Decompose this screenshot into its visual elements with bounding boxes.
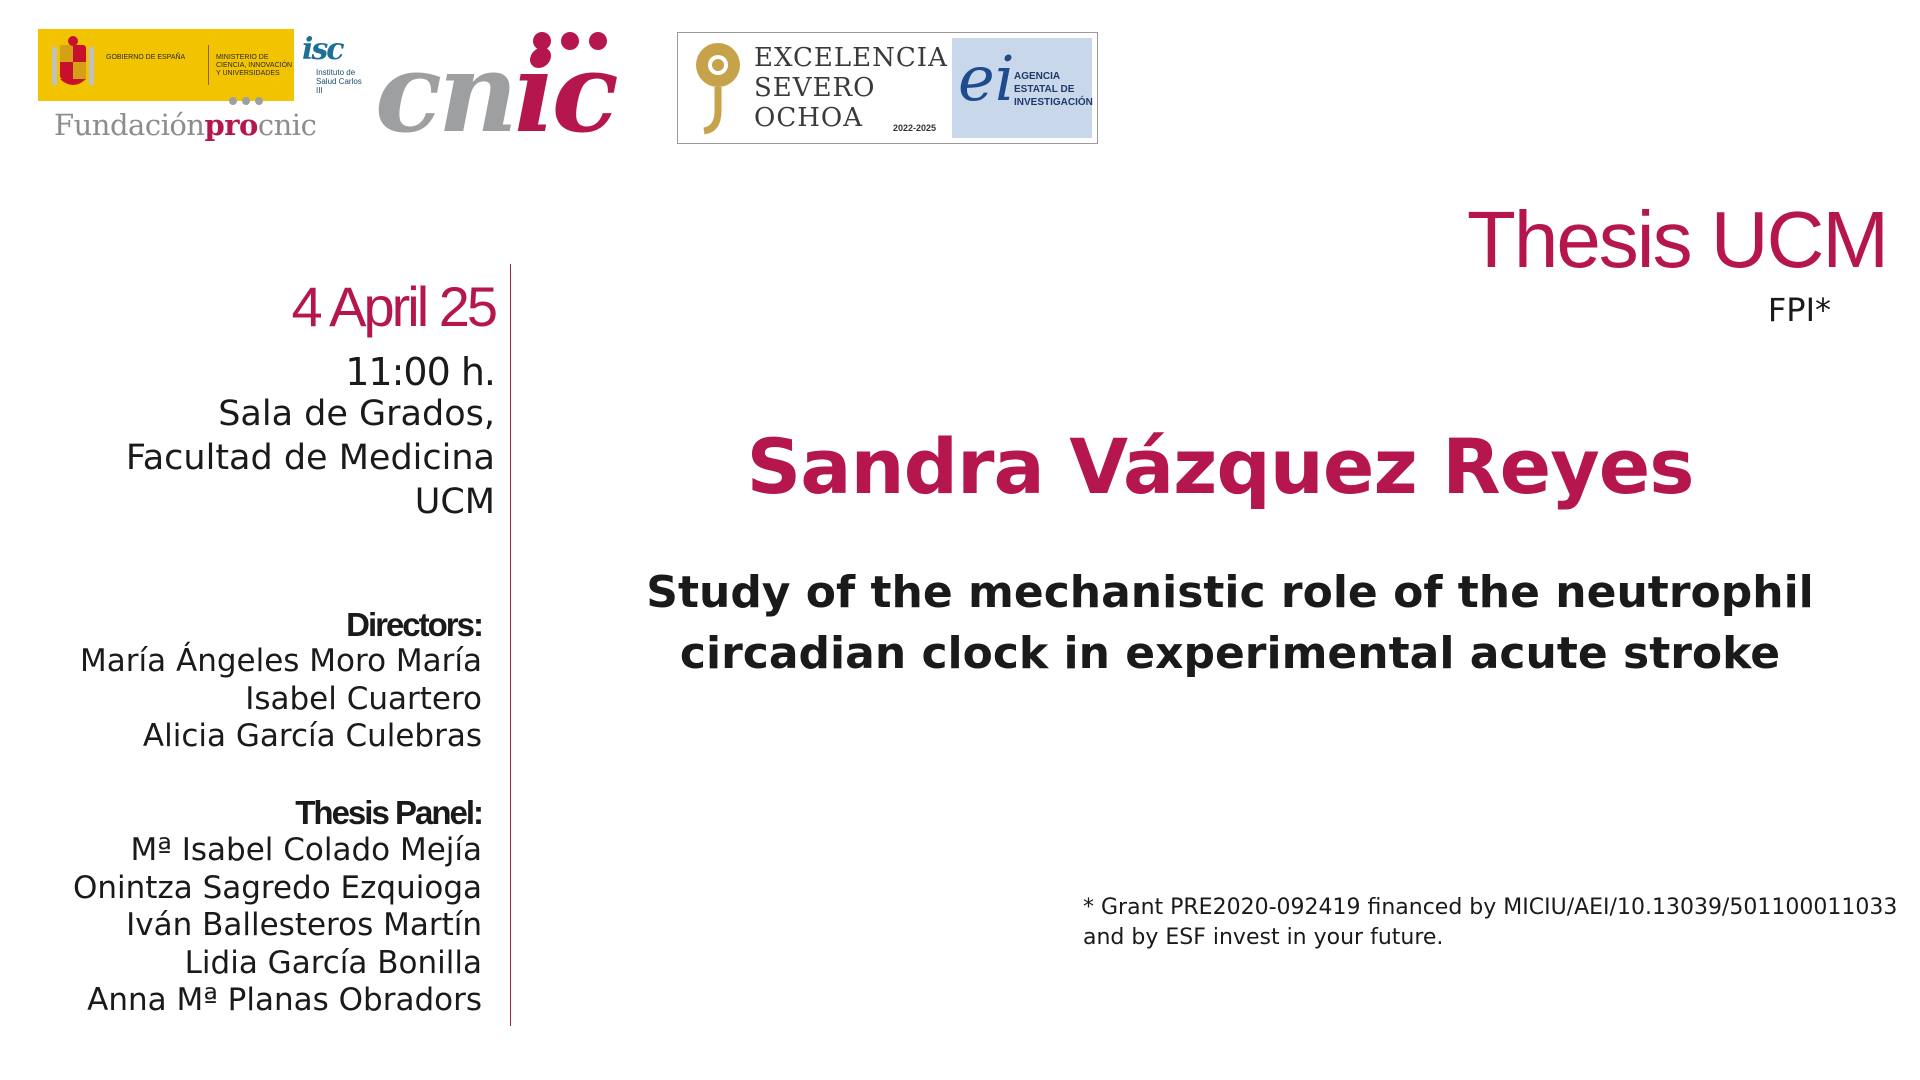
thesis-panel-heading: Thesis Panel: (295, 794, 482, 831)
cnic-wordmark (375, 28, 615, 157)
cnic-letter: c (551, 28, 615, 157)
list-item: Alicia García Culebras (142, 718, 482, 754)
list-item: Mª Isabel Colado Mejía (130, 832, 482, 868)
grant-note (1083, 893, 1903, 953)
list-item: Anna Mª Planas Obradors (87, 982, 482, 1018)
severo-ochoa-medal-icon (688, 41, 748, 137)
directors-list (80, 643, 482, 756)
severo-ochoa-years: 2022-2025 (893, 123, 937, 133)
directors-heading: Directors: (346, 606, 482, 643)
grant-note-line: and by ESF invest in your future. (1083, 925, 1444, 950)
aei-mark: ei (958, 42, 1015, 115)
gobierno-espana-logo (38, 29, 294, 101)
severo-ochoa-logo (677, 32, 1098, 144)
thesis-title: Study of the mechanistic role of the neutrophil circadian clock in experimental acute stroke (646, 567, 1814, 679)
cnic-logo (375, 20, 665, 157)
cnic-letter: c (375, 28, 438, 157)
list-item: María Ángeles Moro María (80, 643, 482, 679)
cnic-label: cnic (257, 108, 317, 142)
column-divider (510, 264, 511, 1026)
pro-label: pro (204, 108, 258, 142)
fundacion-label: Fundación (54, 108, 205, 142)
thesis-label: Thesis UCM (1466, 195, 1887, 284)
ministerio-label: MINISTERIO DE CIENCIA, INNOVACIÓN Y UNIVERSIDADES (216, 54, 293, 77)
event-time: 11:00 h. (345, 350, 495, 394)
isciii-label: Instituto de Salud Carlos III (316, 68, 362, 95)
gov-divider (208, 45, 209, 85)
candidate-name: Sandra Vázquez Reyes (746, 422, 1694, 511)
event-date: 4 April 25 (291, 275, 495, 338)
grant-note-line: * Grant PRE2020-092419 financed by MICIU/AEI/10.13039/501100011033 (1083, 895, 1898, 920)
cnic-letter: i (513, 28, 552, 157)
gobierno-label: GOBIERNO DE ESPAÑA (106, 54, 186, 61)
list-item: Onintza Sagredo Ezquioga (72, 869, 482, 906)
severo-ochoa-label: EXCELENCIA SEVERO OCHOA (754, 43, 948, 133)
fundacion-procnic-logo (54, 108, 316, 142)
aei-label: AGENCIA ESTATAL DE INVESTIGACIÓN (1014, 71, 1093, 108)
list-item: Lidia García Bonilla (184, 944, 482, 981)
cnic-letter: n (437, 28, 514, 157)
procnic-dots-icon (54, 96, 354, 106)
event-venue: Sala de Grados, Facultad de Medicina UCM (125, 394, 495, 522)
isciii-mark: isc (302, 32, 343, 67)
funding-tag: FPI* (1767, 291, 1831, 329)
aei-logo (952, 38, 1092, 138)
isciii-logo (302, 32, 362, 102)
thesis-panel-list (73, 832, 482, 1020)
list-item: Iván Ballesteros Martín (126, 907, 482, 943)
list-item: Isabel Cuartero (245, 680, 482, 717)
coat-of-arms-icon (46, 35, 100, 95)
